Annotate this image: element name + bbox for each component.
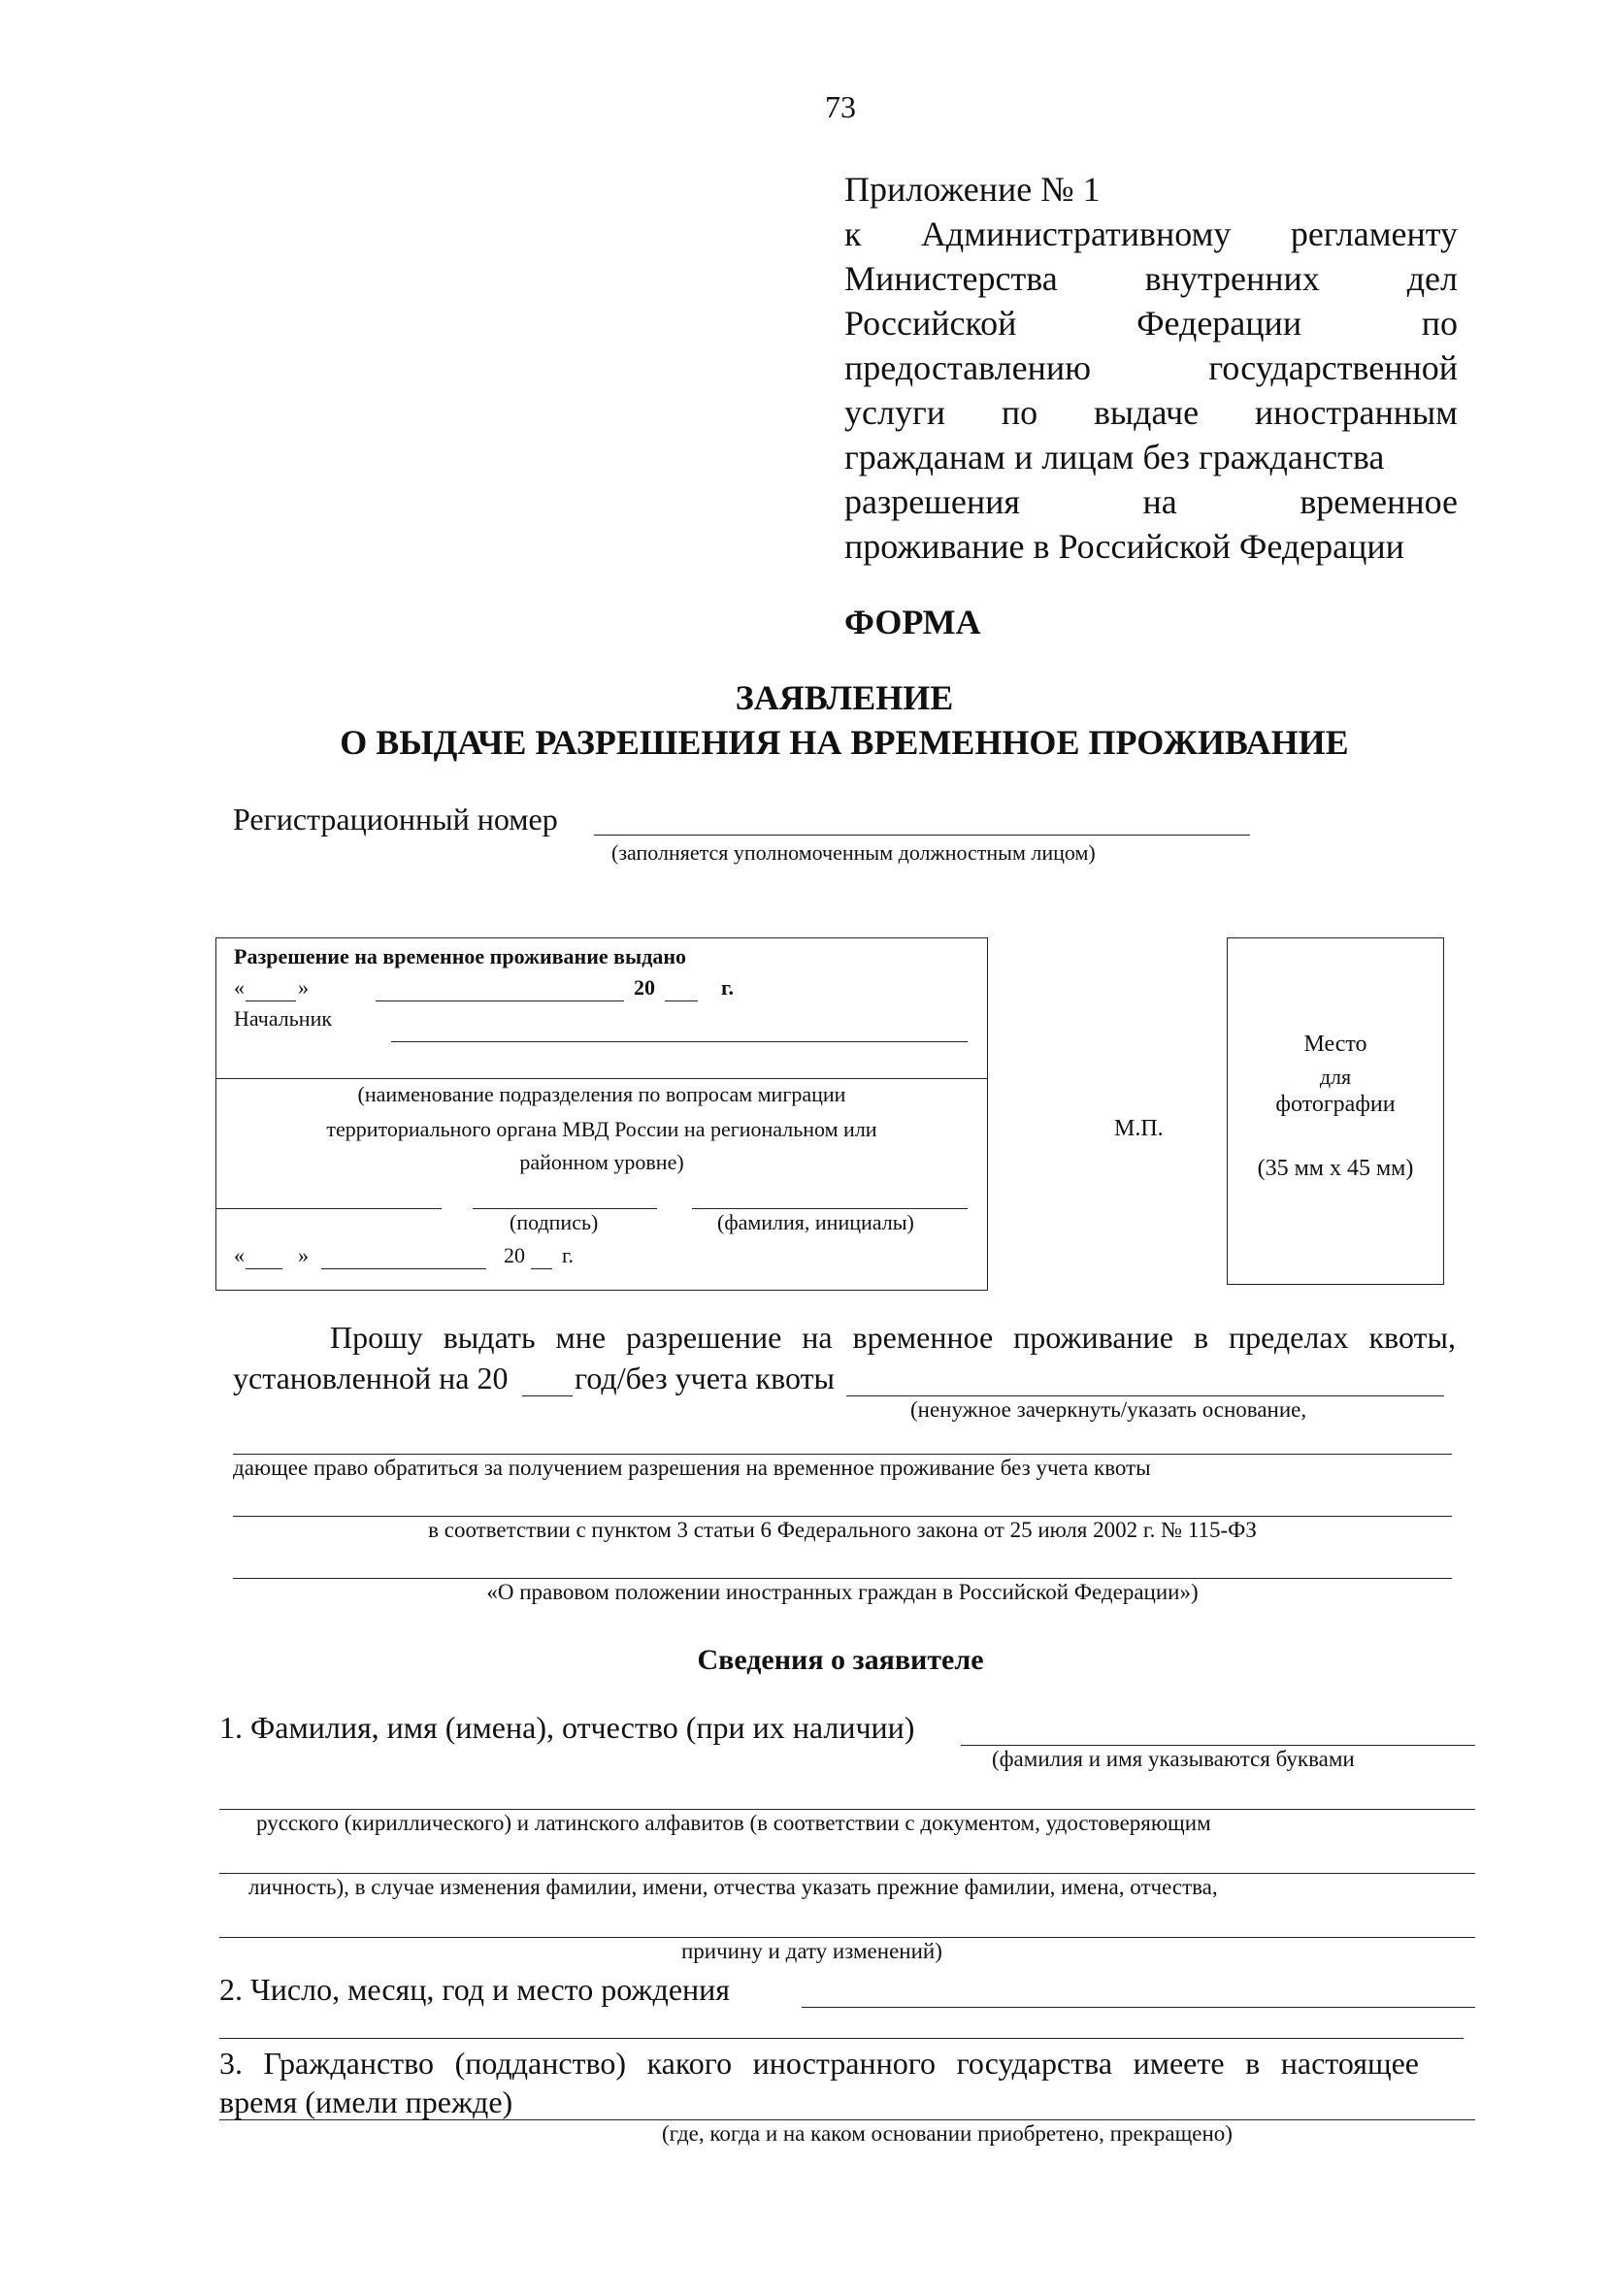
permit-issued-box — [215, 937, 988, 1291]
chief-input-line[interactable] — [391, 1041, 968, 1042]
appendix-line — [844, 479, 1458, 524]
quota-year-field[interactable] — [522, 1395, 573, 1396]
signature-hint: (подпись) — [510, 1210, 599, 1234]
appendix-line — [844, 301, 1458, 345]
birth-field[interactable] — [802, 2007, 1475, 2008]
permit-year-prefix: 20 — [634, 975, 655, 1000]
quota-hint-4: «О правовом положении иностранных граждан в Российской Федерации») — [486, 1580, 1199, 1604]
full-name-line-4[interactable] — [219, 1937, 1475, 1938]
citizenship-field[interactable] — [219, 2119, 1475, 2120]
item1-hint-1: (фамилия и имя указываются буквами — [992, 1747, 1355, 1771]
permit-year-field[interactable] — [665, 1000, 698, 1001]
item1-hint-3: личность), в случае изменения фамилии, имени, отчества указать прежние фамилии, имена, отчества, — [248, 1875, 1218, 1899]
quota-hint-2: дающее право обратиться за получением разрешения на временное проживание без учета квоты — [233, 1456, 1151, 1480]
bottom-day-field[interactable] — [246, 1268, 282, 1269]
appendix-word: по — [1421, 304, 1458, 343]
document-subtitle: О ВЫДАЧЕ РАЗРЕШЕНИЯ НА ВРЕМЕННОЕ ПРОЖИВАНИЕ — [340, 723, 1349, 762]
photo-size: (35 мм х 45 мм) — [1257, 1156, 1414, 1181]
item1-hint-2: русского (кириллического) и латинского алфавитов (в соответствии с документом, удостоверяющим — [256, 1811, 1211, 1835]
appendix-word: временное — [1300, 482, 1458, 521]
permit-month-field[interactable] — [376, 1000, 624, 1001]
quota-hint-1: (ненужное зачеркнуть/указать основание, — [910, 1397, 1307, 1422]
item3-hint: (где, когда и на каком основании приобретено, прекращено) — [662, 2121, 1233, 2146]
bottom-year-field[interactable] — [531, 1268, 552, 1269]
form-label: ФОРМА — [844, 603, 981, 641]
birth-field-line-2[interactable] — [219, 2038, 1464, 2039]
bottom-year-suffix: г. — [562, 1243, 575, 1267]
item1-label: 1. Фамилия, имя (имена), отчество (при их наличии) — [219, 1710, 915, 1745]
photo-box — [1227, 937, 1444, 1285]
registration-label: Регистрационный номер — [233, 802, 558, 836]
stamp-label: М.П. — [1114, 1116, 1164, 1141]
permit-date-close: » — [298, 975, 309, 1000]
appendix-word: иностранным — [1254, 393, 1458, 432]
item3-line-2: время (имели прежде) — [219, 2084, 513, 2119]
appendix-word: на — [1142, 482, 1177, 521]
photo-line-3: фотографии — [1275, 1092, 1396, 1117]
unit-hint-3: районном уровне) — [519, 1150, 684, 1174]
quota-hint-3: в соответствии с пунктом 3 статьи 6 Федерального закона от 25 июля 2002 г. № 115-ФЗ — [428, 1518, 1257, 1542]
item3-line-1: 3. Гражданство (подданство) какого иностранного государства имеете в настоящее — [219, 2046, 1419, 2081]
bottom-date-open: « — [234, 1243, 245, 1267]
name-hint: (фамилия, инициалы) — [717, 1210, 914, 1234]
page-number: 73 — [825, 89, 856, 124]
appendix-word: Российской — [844, 304, 1017, 343]
permit-box-divider — [216, 1078, 987, 1079]
applicant-section-title: Сведения о заявителе — [697, 1644, 984, 1676]
chief-label: Начальник — [234, 1006, 333, 1031]
request-line-1: Прошу выдать мне разрешение на временное проживание в пределах квоты, — [330, 1320, 1456, 1355]
appendix-line — [844, 435, 1458, 479]
bottom-year-prefix: 20 — [504, 1243, 525, 1267]
quota-basis-line-3[interactable] — [233, 1516, 1452, 1517]
request-line-2a: установленной на 20 — [233, 1361, 509, 1395]
appendix-line — [844, 345, 1458, 390]
appendix-word: Министерства — [844, 259, 1058, 298]
appendix-word: проживание в Российской Федерации — [844, 527, 1404, 566]
appendix-word: разрешения — [844, 482, 1020, 521]
appendix-word: услуги — [844, 393, 945, 432]
appendix-word: Административному — [920, 214, 1232, 253]
unit-hint-1: (наименование подразделения по вопросам миграции — [357, 1082, 846, 1106]
quota-basis-line-4[interactable] — [233, 1578, 1452, 1579]
appendix-word: к — [844, 214, 862, 253]
item2-label: 2. Число, месяц, год и место рождения — [219, 1972, 730, 2007]
appendix-line — [844, 212, 1458, 256]
bottom-date-close: » — [298, 1243, 309, 1267]
registration-hint: (заполняется уполномоченным должностным лицом) — [611, 840, 1096, 865]
appendix-word: Федерации — [1136, 304, 1302, 343]
name-line[interactable] — [692, 1208, 968, 1209]
full-name-line-3[interactable] — [219, 1873, 1475, 1874]
permit-year-suffix: г. — [721, 975, 735, 1000]
signature-line[interactable] — [473, 1208, 657, 1209]
appendix-title: Приложение № 1 — [844, 170, 1101, 209]
full-name-field[interactable] — [961, 1745, 1475, 1746]
appendix-word: регламенту — [1290, 214, 1458, 253]
appendix-word: государственной — [1208, 348, 1458, 387]
appendix-word: предоставлению — [844, 348, 1092, 387]
quota-basis-line-1[interactable] — [846, 1395, 1444, 1396]
unit-sign-line-1[interactable] — [216, 1208, 442, 1209]
appendix-word: по — [1001, 393, 1038, 432]
permit-date-open: « — [234, 975, 245, 1000]
appendix-word: гражданам и лицам без гражданства — [844, 438, 1385, 476]
photo-line-1: Место — [1303, 1032, 1367, 1057]
appendix-line — [844, 524, 1458, 569]
appendix-line — [844, 390, 1458, 435]
request-line-2b: год/без учета квоты — [575, 1361, 836, 1395]
bottom-month-field[interactable] — [321, 1268, 486, 1269]
appendix-word: внутренних — [1144, 259, 1320, 298]
quota-basis-line-2[interactable] — [233, 1454, 1452, 1455]
document-title: ЗАЯВЛЕНИЕ — [735, 678, 954, 717]
permit-day-field[interactable] — [246, 1000, 296, 1001]
appendix-word: дел — [1406, 259, 1458, 298]
appendix-line — [844, 256, 1458, 301]
item1-hint-4: причину и дату изменений) — [681, 1939, 942, 1963]
registration-input-line[interactable] — [594, 835, 1250, 836]
permit-box-title: Разрешение на временное проживание выдано — [234, 944, 687, 968]
full-name-line-2[interactable] — [219, 1809, 1475, 1810]
photo-line-2: для — [1319, 1065, 1352, 1089]
unit-hint-2: территориального органа МВД России на региональном или — [326, 1117, 877, 1141]
appendix-word: выдаче — [1093, 393, 1200, 432]
